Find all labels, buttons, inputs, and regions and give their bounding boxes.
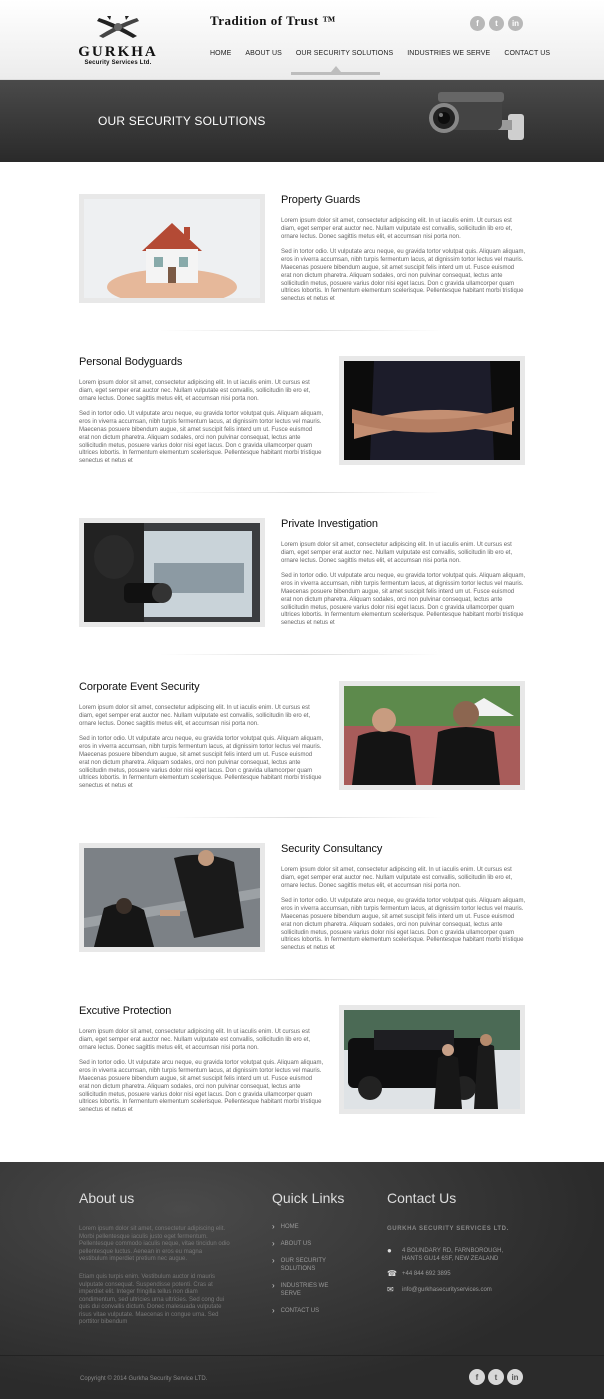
- footer-contact-title: Contact Us: [387, 1190, 457, 1206]
- section-divider: [160, 330, 444, 331]
- footer-link-home[interactable]: › HOME: [272, 1222, 299, 1231]
- page-title: OUR SECURITY SOLUTIONS: [98, 114, 266, 128]
- security-consultancy-photo: [79, 843, 265, 952]
- phone-icon: ☎: [387, 1269, 397, 1278]
- chevron-right-icon: ›: [272, 1222, 275, 1231]
- nav-about-us[interactable]: ABOUT US: [245, 50, 282, 57]
- section-title: Personal Bodyguards: [79, 356, 183, 368]
- chevron-right-icon: ›: [272, 1239, 275, 1248]
- property-guards-text: [281, 194, 526, 312]
- section-title: Private Investigation: [281, 518, 378, 530]
- executive-protection-text: [79, 1005, 324, 1123]
- footer-address: ● 4 BOUNDARY RD, FARNBOROUGH, HANTS GU14 6SF, NEW ZEALAND: [387, 1246, 504, 1262]
- footer-phone: ☎ +44 844 692 3895: [387, 1269, 451, 1278]
- section-paragraph: Sed in tortor odio. Ut vulputate arcu neque, eu gravida tortor volutpat quis. Aliquam aliquam, eros in viverra accumsan, nibh turpis fermentum lacus, at dignissim tortor lectus vel mauris. Maecenas posuere bibendum augue, sit amet suscipit felis interd um ut. Fusce euismod erat non dictum pharetra. Aliquam sodales, orci non pulvinar consequat, lectus ante sollicitudin metus, posuere varius dolor nisi eget lacus. Don c gravida ullamcorper quam ultrices lobortis. In fermentum elementum scelerisque. Pellentesque habitant morbi tristique senectus et netus et: [281, 573, 526, 627]
- footer-about-title: About us: [79, 1190, 135, 1206]
- corporate-event-security-text: [79, 681, 324, 799]
- brand-name: GURKHA: [78, 44, 158, 60]
- personal-bodyguards-photo: [339, 356, 525, 465]
- copyright-text: Copyright © 2014 Gurkha Security Service LTD.: [80, 1376, 208, 1382]
- tagline: Tradition of Trust ™: [210, 13, 336, 28]
- section-paragraph: Sed in tortor odio. Ut vulputate arcu neque, eu gravida tortor volutpat quis. Aliquam aliquam, eros in viverra accumsan, nibh turpis fermentum lacus, at dignissim tortor lectus vel mauris. Maecenas posuere bibendum augue, sit amet suscipit felis interd um ut. Fusce euismod erat non dictum pharetra. Aliquam sodales, orci non pulvinar consequat, lectus ante sollicitudin metus, posuere varius dolor nisi eget lacus. Don c gravida ullamcorper quam ultrices lobortis. In fermentum elementum scelerisque. Pellentesque habitant morbi tristique senectus et netus et: [281, 898, 526, 952]
- main-nav: [210, 50, 564, 57]
- footer-email[interactable]: ✉ info@gurkhasecurityservices.com: [387, 1285, 492, 1294]
- section-paragraph: Lorem ipsum dolor sit amet, consectetur adipiscing elit. In ut iaculis enim. Ut cursus est diam, eget semper erat auctor nec. Nullam vulputate est convallis, sollicitudin lib ero et, ornare lectus. Donec sagittis metus elit, et accumsan nisi porta non.: [281, 218, 513, 240]
- chevron-right-icon: ›: [272, 1256, 275, 1265]
- section-paragraph: Sed in tortor odio. Ut vulputate arcu neque, eu gravida tortor volutpat quis. Aliquam aliquam, eros in viverra accumsan, nibh turpis fermentum lacus, at dignissim tortor lectus vel mauris. Maecenas posuere bibendum augue, sit amet suscipit felis interd um ut. Fusce euismod erat non dictum pharetra. Aliquam sodales, orci non pulvinar consequat, lectus ante sollicitudin metus, posuere varius dolor nisi eget lacus. Don c gravida ullamcorper quam ultrices lobortis. In fermentum elementum scelerisque. Pellentesque habitant morbi tristique senectus et netus et: [281, 249, 526, 303]
- footer-quick-links: [272, 1223, 342, 1324]
- twitter-icon[interactable]: t: [488, 1369, 504, 1385]
- footer-link-about-us[interactable]: › ABOUT US: [272, 1239, 312, 1248]
- active-nav-indicator: [291, 72, 380, 75]
- section-paragraph: Sed in tortor odio. Ut vulputate arcu neque, eu gravida tortor volutpat quis. Aliquam aliquam, eros in viverra accumsan, nibh turpis fermentum lacus, at dignissim tortor lectus vel mauris. Maecenas posuere bibendum augue, sit amet suscipit felis interd um ut. Fusce euismod erat non dictum pharetra. Aliquam sodales, orci non pulvinar consequat, lectus ante sollicitudin metus, posuere varius dolor nisi eget lacus. Don c gravida ullamcorper quam ultrices lobortis. In fermentum elementum scelerisque. Pellentesque habitant morbi tristique senectus et netus et: [79, 411, 324, 465]
- facebook-icon[interactable]: f: [469, 1369, 485, 1385]
- property-guards-photo: [79, 194, 265, 303]
- section-divider: [160, 979, 444, 980]
- footer-divider: [0, 1355, 604, 1356]
- footer-about-paragraph: Lorem ipsum dolor sit amet, consectetur adipiscing elit. Morbi pellentesque iaculis justo eget fermentum. Pellentesque commodo iaculis neque, vitae tincidun odio pellentesque luctus. Aenean in eros eu magna vestibulum imperdiet pretium nec augue.: [79, 1226, 230, 1262]
- kukri-emblem-icon: [93, 14, 143, 42]
- section-divider: [160, 654, 444, 655]
- footer-social-links: [469, 1369, 523, 1385]
- nav-home[interactable]: HOME: [210, 50, 232, 57]
- footer-company-name: GURKHA SECURITY SERVICES LTD.: [387, 1226, 509, 1232]
- nav-our-security-solutions[interactable]: OUR SECURITY SOLUTIONS: [295, 50, 394, 57]
- section-title: Excutive Protection: [79, 1005, 172, 1017]
- section-title: Security Consultancy: [281, 843, 383, 855]
- corporate-event-security-photo: [339, 681, 525, 790]
- private-investigation-text: [281, 518, 526, 636]
- map-pin-icon: ●: [387, 1246, 392, 1255]
- section-title: Property Guards: [281, 194, 361, 206]
- footer-quick-links-title: Quick Links: [272, 1190, 345, 1206]
- brand-subtitle: Security Services Ltd.: [84, 60, 152, 66]
- section-divider: [160, 817, 444, 818]
- section-paragraph: Lorem ipsum dolor sit amet, consectetur adipiscing elit. In ut iaculis enim. Ut cursus est diam, eget semper erat auctor nec. Nullam vulputate est convallis, sollicitudin lib ero et, ornare lectus. Donec sagittis metus elit, et accumsan nisi porta non.: [281, 542, 513, 564]
- nav-industries-we-serve[interactable]: INDUSTRIES WE SERVE: [407, 50, 491, 57]
- facebook-icon[interactable]: f: [470, 16, 485, 31]
- personal-bodyguards-text: [79, 356, 324, 474]
- section-paragraph: Sed in tortor odio. Ut vulputate arcu neque, eu gravida tortor volutpat quis. Aliquam aliquam, eros in viverra accumsan, nibh turpis fermentum lacus, at dignissim tortor lectus vel mauris. Maecenas posuere bibendum augue, sit amet suscipit felis interd um ut. Fusce euismod erat non dictum pharetra. Aliquam sodales, orci non pulvinar consequat, lectus ante sollicitudin metus, posuere varius dolor nisi eget lacus. Don c gravida ullamcorper quam ultrices lobortis. In fermentum elementum scelerisque. Pellentesque habitant morbi tristique senectus et netus et: [79, 1060, 324, 1114]
- security-consultancy-text: [281, 843, 526, 961]
- header-social-links: [470, 16, 523, 31]
- footer-link-industries-we-serve[interactable]: › INDUSTRIES WE SERVE: [272, 1281, 329, 1297]
- linkedin-icon[interactable]: in: [507, 1369, 523, 1385]
- section-paragraph: Lorem ipsum dolor sit amet, consectetur adipiscing elit. In ut iaculis enim. Ut cursus est diam, eget semper erat auctor nec. Nullam vulputate est convallis, sollicitudin lib ero et, ornare lectus. Donec sagittis metus elit, et accumsan nisi porta non.: [79, 380, 311, 402]
- section-paragraph: Sed in tortor odio. Ut vulputate arcu neque, eu gravida tortor volutpat quis. Aliquam aliquam, eros in viverra accumsan, nibh turpis fermentum lacus, at dignissim tortor lectus vel mauris. Maecenas posuere bibendum augue, sit amet suscipit felis interd um ut. Fusce euismod erat non dictum pharetra. Aliquam sodales, orci non pulvinar consequat, lectus ante sollicitudin metus, posuere varius dolor nisi eget lacus. Don c gravida ullamcorper quam ultrices lobortis. In fermentum elementum scelerisque. Pellentesque habitant morbi tristique senectus et netus et: [79, 736, 324, 790]
- chevron-right-icon: ›: [272, 1306, 275, 1315]
- twitter-icon[interactable]: t: [489, 16, 504, 31]
- section-paragraph: Lorem ipsum dolor sit amet, consectetur adipiscing elit. In ut iaculis enim. Ut cursus est diam, eget semper erat auctor nec. Nullam vulputate est convallis, sollicitudin lib ero et, ornare lectus. Donec sagittis metus elit, et accumsan nisi porta non.: [79, 1029, 311, 1051]
- site-logo[interactable]: [78, 14, 158, 68]
- footer-link-contact-us[interactable]: › CONTACT US: [272, 1306, 320, 1315]
- nav-contact-us[interactable]: CONTACT US: [504, 50, 551, 57]
- security-camera-image: [420, 86, 530, 156]
- page-banner: [0, 80, 604, 162]
- site-header: [0, 0, 604, 80]
- linkedin-icon[interactable]: in: [508, 16, 523, 31]
- mail-icon: ✉: [387, 1285, 394, 1294]
- section-title: Corporate Event Security: [79, 681, 200, 693]
- executive-protection-photo: [339, 1005, 525, 1114]
- private-investigation-photo: [79, 518, 265, 627]
- chevron-right-icon: ›: [272, 1281, 275, 1290]
- footer-about-paragraph: Etiam quis turpis enim. Vestibulum auctor id mauris vulputate consequat. Suspendisse potenti. Cras at imperdiet elit. Integer fringilla tellus non diam condimentum, sed ultricies urna ultricies. Sed cong dui quis dui convallis dictum. Donec malesuada vulputate risus vitae vulputate. Maecenas in congue urna. Sed porttitor bibendum: [79, 1274, 225, 1325]
- section-paragraph: Lorem ipsum dolor sit amet, consectetur adipiscing elit. In ut iaculis enim. Ut cursus est diam, eget semper erat auctor nec. Nullam vulputate est convallis, sollicitudin lib ero et, ornare lectus. Donec sagittis metus elit, et accumsan nisi porta non.: [79, 705, 311, 727]
- section-divider: [160, 492, 444, 493]
- footer-link-our-security-solutions[interactable]: › OUR SECURITY SOLUTIONS: [272, 1256, 326, 1272]
- section-paragraph: Lorem ipsum dolor sit amet, consectetur adipiscing elit. In ut iaculis enim. Ut cursus est diam, eget semper erat auctor nec. Nullam vulputate est convallis, sollicitudin lib ero et, ornare lectus. Donec sagittis metus elit, et accumsan nisi porta non.: [281, 867, 513, 889]
